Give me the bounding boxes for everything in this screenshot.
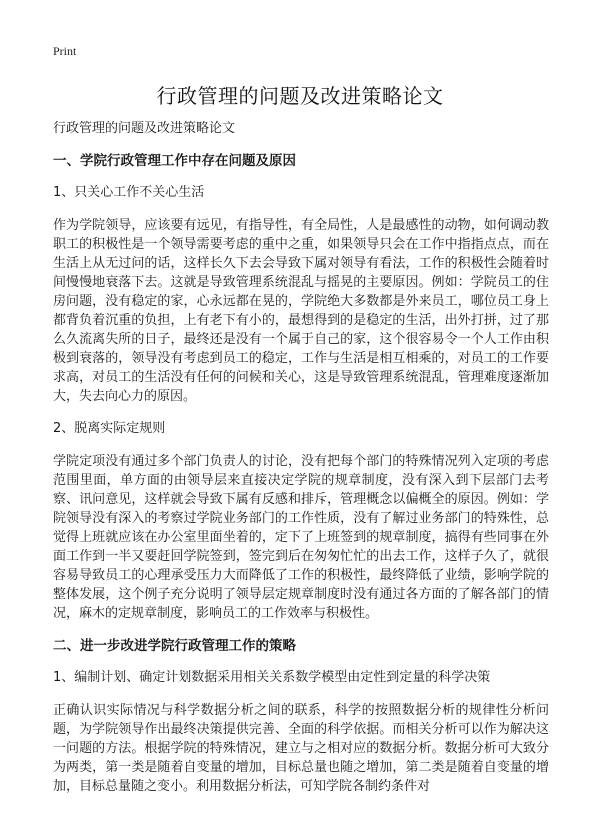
- print-link[interactable]: Print: [53, 44, 77, 58]
- section-heading-2: 二、进一步改进学院行政管理工作的策略: [53, 638, 296, 654]
- subsection-heading-1-2: 2、脱离实际定规则: [53, 421, 166, 436]
- article-body: [53, 120, 549, 810]
- section-heading-1: 一、学院行政管理工作中存在问题及原因: [53, 153, 296, 169]
- paragraph-1-1: 作为学院领导，应该要有远见，有指导性，有全局性，人是最感性的动物，如何调动教职工的积极性是一个领导需要考虑的重中之重，如果领导只会在工作中指指点点，而在生活上从无过问的话，这样长久下去会导致下属对领导有看法，工作的积极性会随着时间慢慢地衰落下去。这就是导致管理系统混乱与摇晃的主要原因。例如：学院员工的住房问题，没有稳定的家，心永远都在晃的，学院绝大多数都是外来员工，哪位员工身上都背负着沉重的负担，上有老下有小的，最想得到的是稳定的生活，出外打拼，过了那么久流离失所的日子，最终还是没有一个属于自己的家，这个很容易令一个人工作由积极到衰落的，领导没有考虑到员工的稳定，工作与生活是相互相乘的，对员工的工作要求高，对员工的生活没有任何的问候和关心，这是导致管理系统混乱，管理难度逐渐加大，失去向心力的原因。: [53, 218, 549, 404]
- paragraph-1-2: 学院定项没有通过多个部门负责人的讨论，没有把每个部门的特殊情况列入定项的考虑范围里面，单方面的由领导层来直接决定学院的规章制度，没有深入到下层部门去考察、讯问意见，这样就会导致下属有反感和排斥，管理概念以偏概全的原因。例如：学院领导没有深入的考察过学院业务部门的工作性质，没有了解过业务部门的特殊性，总觉得上班就应该在办公室里面坐着的，定下了上班签到的规章制度，搞得有些同事在外面工作到一半又要赶回学院签到，签完到后在匆匆忙忙的出去工作，这样子久了，就很容易导致员工的心理承受压力大而降低了工作的积极性，最终降低了业绩，影响学院的整体发展，这个例子充分说明了领导层定规章制度时没有通过各方面的了解各部门的情况，麻木的定规章制度，影响员工的工作效率与积极性。: [53, 454, 549, 621]
- subsection-heading-1-1: 1、只关心工作不关心生活: [53, 185, 205, 200]
- paragraph-2-1: 正确认识实际情况与科学数据分析之间的联系，科学的按照数据分析的规律性分析问题，为学院领导作出最终决策提供完善、全面的科学依据。而相关分析可以作为解决这一问题的方法。根据学院的特殊情况，建立与之相对应的数据分析。数据分析可大致分为两类，第一类是随着自变量的增加，目标总量也随之增加，第二类是随着自变量的增加，目标总量随之变小。利用数据分析法，可知学院各制约条件对: [53, 703, 549, 794]
- article-subtitle: 行政管理的问题及改进策略论文: [53, 121, 236, 136]
- page-title: 行政管理的问题及改进策略论文: [156, 84, 444, 108]
- subsection-heading-2-1: 1、编制计划、确定计划数据采用相关关系数学模型由定性到定量的科学决策: [53, 670, 491, 685]
